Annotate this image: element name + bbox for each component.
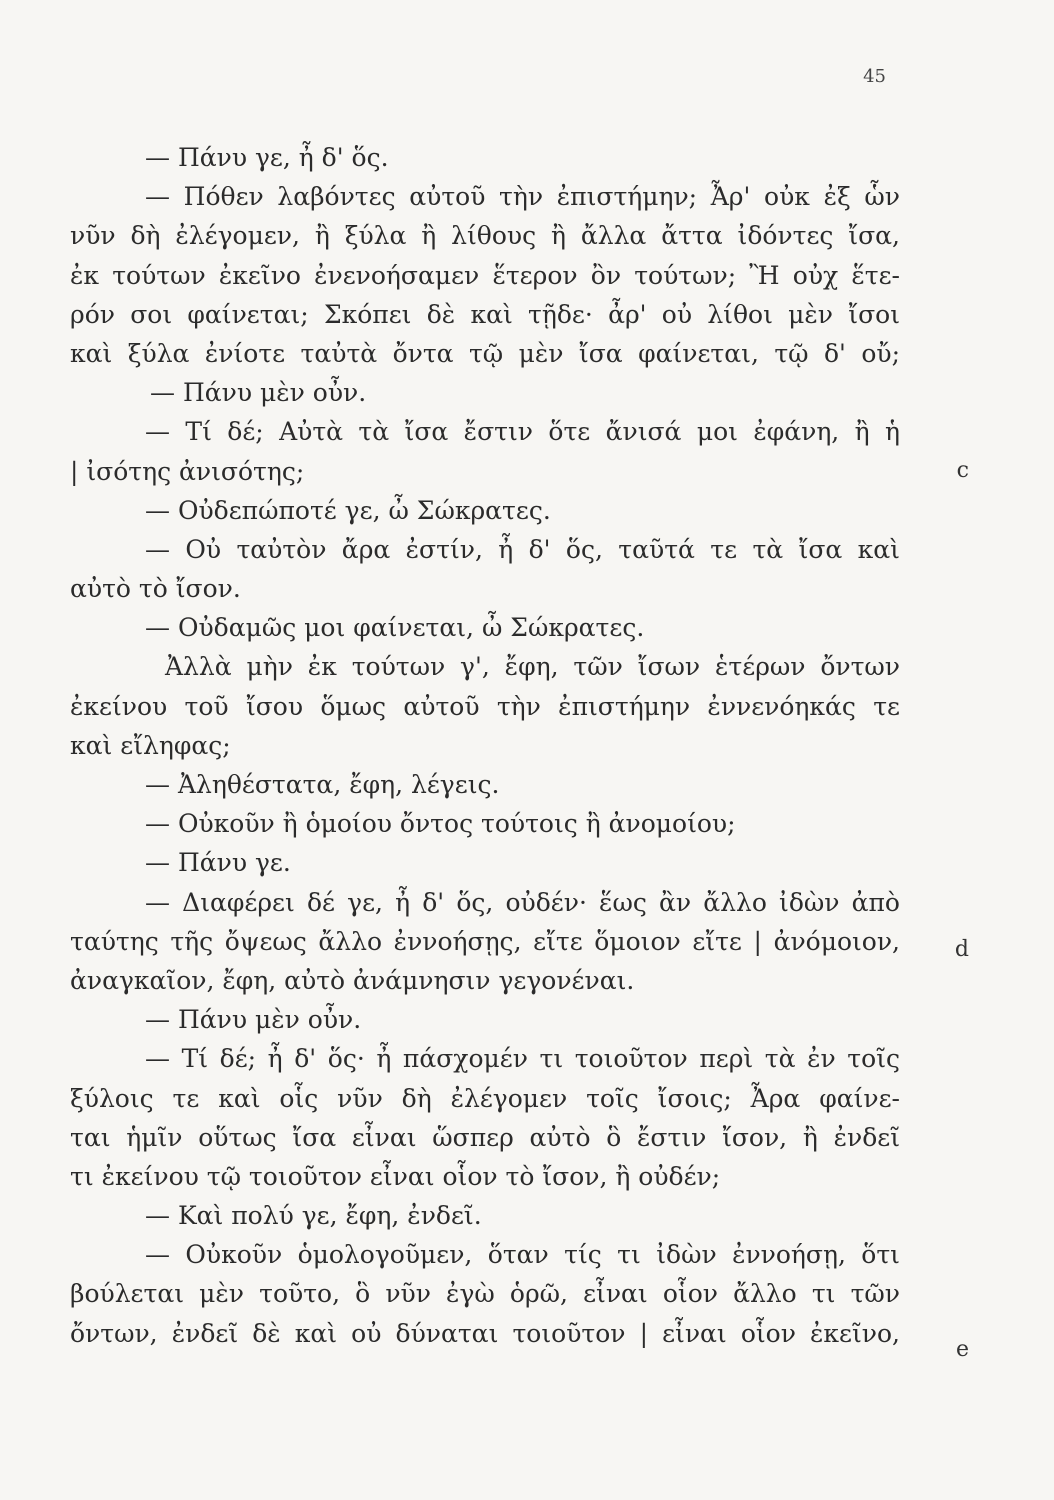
text-line-content: ται ἡμῖν οὕτως ἴσα εἶναι ὥσπερ αὐτὸ ὃ ἔστιν ἴσον, ἢ ἐνδεῖ xyxy=(70,1122,900,1152)
text-line xyxy=(70,216,900,255)
text-line-content: — Πάνυ μὲν οὖν. xyxy=(150,378,367,408)
text-line-content: — Τί δέ; ἦ δ' ὅς· ἦ πάσχομέν τι τοιοῦτον περὶ τὰ ἐν τοῖς xyxy=(145,1044,900,1074)
text-line-content: — Οὐκοῦν ὁμολογοῦμεν, ὅταν τίς τι ἰδὼν ἐννοήσῃ, ὅτι xyxy=(145,1240,900,1270)
text-line-content: Ἀλλὰ μὴν ἐκ τούτων γ', ἔφη, τῶν ἴσων ἑτέρων ὄντων xyxy=(165,652,900,682)
text-line-content: | ἰσότης ἀνισότης; xyxy=(70,456,305,486)
margin-mark-e: e xyxy=(955,1337,969,1362)
page-number: 45 xyxy=(863,66,886,87)
text-line xyxy=(70,1274,900,1313)
text-line-content: ταύτης τῆς ὄψεως ἄλλο ἐννοήσῃς, εἴτε ὅμοιον εἴτε | ἀνόμοιον, xyxy=(70,926,900,956)
text-line-content: τι ἐκείνου τῷ τοιοῦτον εἶναι οἷον τὸ ἴσον, ἢ οὐδέν; xyxy=(70,1161,721,1191)
text-line-content: ἐκείνου τοῦ ἴσου ὅμως αὐτοῦ τὴν ἐπιστήμην ἐννενόηκάς τε xyxy=(70,691,900,721)
text-line xyxy=(70,1000,900,1039)
text-line-content: — Πάνυ μὲν οὖν. xyxy=(145,1005,362,1035)
text-line-content: ἐκ τούτων ἐκεῖνο ἐνενοήσαμεν ἕτερον ὂν τούτων; Ἢ οὐχ ἕτε- xyxy=(70,260,900,290)
text-line xyxy=(70,647,900,686)
text-line xyxy=(70,334,900,373)
text-line xyxy=(70,256,900,295)
text-line xyxy=(70,843,900,882)
text-line-content: — Πάνυ γε. xyxy=(145,848,291,878)
text-line-content: αὐτὸ τὸ ἴσον. xyxy=(70,574,241,604)
text-line xyxy=(70,412,900,451)
text-line-content: καὶ εἴληφας; xyxy=(70,730,231,760)
text-line-content: ρόν σοι φαίνεται; Σκόπει δὲ καὶ τῇδε· ἆρ' οὐ λίθοι μὲν ἴσοι xyxy=(70,299,900,329)
text-line-content: — Οὐδεπώποτέ γε, ὦ Σώκρατες. xyxy=(145,495,551,525)
text-line xyxy=(70,922,900,961)
text-line-content: — Τί δέ; Αὐτὰ τὰ ἴσα ἔστιν ὅτε ἄνισά μοι ἐφάνη, ἢ ἡ xyxy=(145,417,900,447)
text-line-content: — Οὐ ταὐτὸν ἄρα ἐστίν, ἦ δ' ὅς, ταῦτά τε τὰ ἴσα καὶ xyxy=(145,534,900,564)
text-line xyxy=(70,1196,900,1235)
text-line xyxy=(70,295,900,334)
text-line xyxy=(70,687,900,726)
text-line xyxy=(70,608,900,647)
text-line xyxy=(70,373,900,412)
text-line-content: ξύλοις τε καὶ οἷς νῦν δὴ ἐλέγομεν τοῖς ἴσοις; Ἆρα φαίνε- xyxy=(70,1083,900,1113)
text-line-content: ἀναγκαῖον, ἔφη, αὐτὸ ἀνάμνησιν γεγονέναι. xyxy=(70,965,635,995)
text-line-content: βούλεται μὲν τοῦτο, ὃ νῦν ἐγὼ ὁρῶ, εἶναι οἷον ἄλλο τι τῶν xyxy=(70,1279,900,1309)
margin-mark-d: d xyxy=(954,937,969,962)
text-line-content: ὄντων, ἐνδεῖ δὲ καὶ οὐ δύναται τοιοῦτον | εἶναι οἷον ἐκεῖνο, xyxy=(70,1318,900,1348)
text-line xyxy=(70,1039,900,1078)
text-line xyxy=(70,1314,900,1353)
text-line xyxy=(70,1079,900,1118)
text-line-content: — Οὐκοῦν ἢ ὁμοίου ὄντος τούτοις ἢ ἀνομοίου; xyxy=(145,809,736,839)
text-line xyxy=(70,1157,900,1196)
text-line xyxy=(70,804,900,843)
text-line-content: — Ἀληθέστατα, ἔφη, λέγεις. xyxy=(145,770,500,799)
text-line-content: — Πόθεν λαβόντες αὐτοῦ τὴν ἐπιστήμην; Ἆρ' οὐκ ἐξ ὧν xyxy=(145,182,900,212)
text-line-content: νῦν δὴ ἐλέγομεν, ἢ ξύλα ἢ λίθους ἢ ἄλλα ἄττα ἰδόντες ἴσα, xyxy=(70,221,900,251)
text-line xyxy=(70,530,900,569)
text-line xyxy=(70,961,900,1000)
text-line-content: — Πάνυ γε, ἦ δ' ὅς. xyxy=(145,143,389,172)
text-line xyxy=(70,569,900,608)
text-line xyxy=(70,726,900,765)
text-line xyxy=(70,452,900,491)
text-line xyxy=(70,1118,900,1157)
text-line-content: — Διαφέρει δέ γε, ἦ δ' ὅς, οὐδέν· ἕως ἂν ἄλλο ἰδὼν ἀπὸ xyxy=(145,887,900,917)
text-line xyxy=(70,883,900,922)
text-line xyxy=(70,138,900,177)
text-line-content: καὶ ξύλα ἐνίοτε ταὐτὰ ὄντα τῷ μὲν ἴσα φαίνεται, τῷ δ' οὔ; xyxy=(70,338,900,368)
text-line xyxy=(70,765,900,804)
text-line-content: — Καὶ πολύ γε, ἔφη, ἐνδεῖ. xyxy=(145,1201,482,1231)
text-line-content: — Οὐδαμῶς μοι φαίνεται, ὦ Σώκρατες. xyxy=(145,613,645,643)
text-line xyxy=(70,1235,900,1274)
text-line xyxy=(70,177,900,216)
text-body xyxy=(70,138,900,1353)
margin-mark-c: c xyxy=(956,458,969,483)
text-line xyxy=(70,491,900,530)
